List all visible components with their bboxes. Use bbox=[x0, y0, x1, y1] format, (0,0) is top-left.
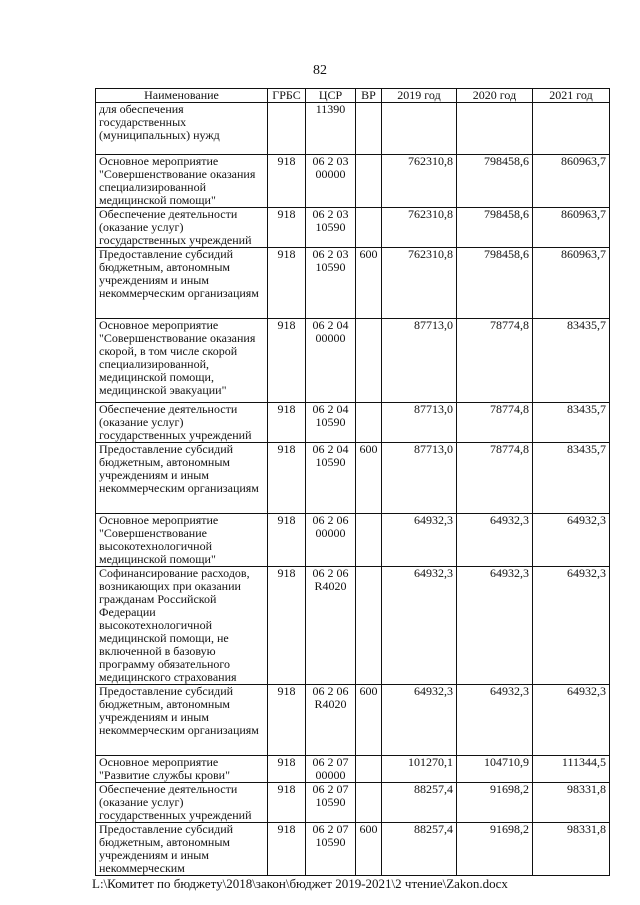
row-vr bbox=[356, 783, 382, 823]
row-name: Предоставление субсидий бюджетным, автономным учреждениям и иным некоммерческим организациям bbox=[96, 685, 268, 756]
row-2020: 64932,3 bbox=[457, 514, 533, 567]
row-2019: 64932,3 bbox=[382, 514, 457, 567]
row-name: Обеспечение деятельности (оказание услуг) государственных учреждений bbox=[96, 403, 268, 443]
row-2021: 860963,7 bbox=[533, 155, 610, 208]
table-header-row bbox=[96, 89, 610, 103]
row-csr: 06 2 07 10590 bbox=[306, 823, 356, 876]
row-2021: 98331,8 bbox=[533, 823, 610, 876]
row-2021: 64932,3 bbox=[533, 567, 610, 685]
header-vr: ВР bbox=[356, 89, 382, 103]
row-csr: 06 2 07 10590 bbox=[306, 783, 356, 823]
row-vr bbox=[356, 155, 382, 208]
row-name: Основное мероприятие "Развитие службы крови" bbox=[96, 756, 268, 783]
table-row bbox=[96, 823, 610, 876]
row-vr: 600 bbox=[356, 443, 382, 514]
table-row bbox=[96, 783, 610, 823]
row-2021: 83435,7 bbox=[533, 443, 610, 514]
row-grbs: 918 bbox=[268, 248, 306, 319]
row-2020: 64932,3 bbox=[457, 567, 533, 685]
row-vr: 600 bbox=[356, 685, 382, 756]
row-2019: 762310,8 bbox=[382, 248, 457, 319]
row-2019 bbox=[382, 103, 457, 155]
table-row bbox=[96, 443, 610, 514]
row-2021: 64932,3 bbox=[533, 514, 610, 567]
header-2019: 2019 год bbox=[382, 89, 457, 103]
row-vr bbox=[356, 208, 382, 248]
table-row bbox=[96, 514, 610, 567]
row-csr: 06 2 06 R4020 bbox=[306, 567, 356, 685]
row-2021: 98331,8 bbox=[533, 783, 610, 823]
row-2019: 88257,4 bbox=[382, 823, 457, 876]
row-grbs: 918 bbox=[268, 319, 306, 403]
table-row bbox=[96, 155, 610, 208]
row-2019: 762310,8 bbox=[382, 155, 457, 208]
row-2021: 860963,7 bbox=[533, 248, 610, 319]
table-row bbox=[96, 756, 610, 783]
header-csr: ЦСР bbox=[306, 89, 356, 103]
file-path-footer: L:\Комитет по бюджету\2018\закон\бюджет 2019-2021\2 чтение\Zakon.docx bbox=[92, 876, 508, 891]
row-csr: 06 2 06 00000 bbox=[306, 514, 356, 567]
row-csr: 06 2 03 10590 bbox=[306, 208, 356, 248]
row-2020: 104710,9 bbox=[457, 756, 533, 783]
page-number: 82 bbox=[313, 63, 327, 78]
row-2020 bbox=[457, 103, 533, 155]
header-grbs: ГРБС bbox=[268, 89, 306, 103]
row-grbs: 918 bbox=[268, 783, 306, 823]
row-2020: 78774,8 bbox=[457, 319, 533, 403]
row-2020: 78774,8 bbox=[457, 403, 533, 443]
row-name: Обеспечение деятельности (оказание услуг) государственных учреждений bbox=[96, 208, 268, 248]
row-csr: 11390 bbox=[306, 103, 356, 155]
table-row bbox=[96, 567, 610, 685]
row-csr: 06 2 03 00000 bbox=[306, 155, 356, 208]
row-2021: 111344,5 bbox=[533, 756, 610, 783]
row-2019: 64932,3 bbox=[382, 567, 457, 685]
row-2020: 64932,3 bbox=[457, 685, 533, 756]
row-grbs: 918 bbox=[268, 823, 306, 876]
row-csr: 06 2 07 00000 bbox=[306, 756, 356, 783]
table-row bbox=[96, 403, 610, 443]
row-grbs bbox=[268, 103, 306, 155]
row-2021 bbox=[533, 103, 610, 155]
table-row bbox=[96, 248, 610, 319]
row-2020: 798458,6 bbox=[457, 248, 533, 319]
row-vr: 600 bbox=[356, 248, 382, 319]
row-name: Софинансирование расходов, возникающих при оказании гражданам Российской Федерации высокотехнологичной медицинской помощи, не включенной в базовую программу обязательного медицинского страхования bbox=[96, 567, 268, 685]
row-2021: 860963,7 bbox=[533, 208, 610, 248]
row-name: для обеспечения государственных (муниципальных) нужд bbox=[96, 103, 268, 155]
row-grbs: 918 bbox=[268, 756, 306, 783]
row-2019: 64932,3 bbox=[382, 685, 457, 756]
row-2019: 762310,8 bbox=[382, 208, 457, 248]
header-2020: 2020 год bbox=[457, 89, 533, 103]
row-name: Обеспечение деятельности (оказание услуг) государственных учреждений bbox=[96, 783, 268, 823]
row-2021: 83435,7 bbox=[533, 319, 610, 403]
row-grbs: 918 bbox=[268, 567, 306, 685]
table-row bbox=[96, 319, 610, 403]
row-vr: 600 bbox=[356, 823, 382, 876]
row-2021: 83435,7 bbox=[533, 403, 610, 443]
table-row bbox=[96, 103, 610, 155]
row-name: Предоставление субсидий бюджетным, автономным учреждениям и иным некоммерческим организациям bbox=[96, 443, 268, 514]
row-csr: 06 2 06 R4020 bbox=[306, 685, 356, 756]
row-grbs: 918 bbox=[268, 155, 306, 208]
row-vr bbox=[356, 567, 382, 685]
row-name: Основное мероприятие "Совершенствование высокотехнологичной медицинской помощи" bbox=[96, 514, 268, 567]
row-vr bbox=[356, 403, 382, 443]
row-2021: 64932,3 bbox=[533, 685, 610, 756]
header-name: Наименование bbox=[96, 89, 268, 103]
row-csr: 06 2 04 10590 bbox=[306, 403, 356, 443]
row-vr bbox=[356, 103, 382, 155]
row-name: Предоставление субсидий бюджетным, автономным учреждениям и иным некоммерческим организациям bbox=[96, 248, 268, 319]
table-row bbox=[96, 208, 610, 248]
row-grbs: 918 bbox=[268, 514, 306, 567]
row-csr: 06 2 04 10590 bbox=[306, 443, 356, 514]
row-2020: 798458,6 bbox=[457, 155, 533, 208]
row-vr bbox=[356, 756, 382, 783]
table-row bbox=[96, 685, 610, 756]
row-2020: 798458,6 bbox=[457, 208, 533, 248]
row-2020: 91698,2 bbox=[457, 823, 533, 876]
budget-table bbox=[95, 88, 610, 876]
row-vr bbox=[356, 514, 382, 567]
row-2019: 88257,4 bbox=[382, 783, 457, 823]
row-grbs: 918 bbox=[268, 443, 306, 514]
row-2019: 101270,1 bbox=[382, 756, 457, 783]
row-vr bbox=[356, 319, 382, 403]
row-grbs: 918 bbox=[268, 208, 306, 248]
row-2019: 87713,0 bbox=[382, 319, 457, 403]
row-grbs: 918 bbox=[268, 685, 306, 756]
row-grbs: 918 bbox=[268, 403, 306, 443]
header-2021: 2021 год bbox=[533, 89, 610, 103]
row-csr: 06 2 04 00000 bbox=[306, 319, 356, 403]
row-name: Основное мероприятие "Совершенствование оказания специализированной медицинской помощи" bbox=[96, 155, 268, 208]
row-name: Основное мероприятие "Совершенствование оказания скорой, в том числе скорой специализированной, медицинской помощи, медицинской эвакуации" bbox=[96, 319, 268, 403]
row-csr: 06 2 03 10590 bbox=[306, 248, 356, 319]
row-2020: 91698,2 bbox=[457, 783, 533, 823]
row-2020: 78774,8 bbox=[457, 443, 533, 514]
row-2019: 87713,0 bbox=[382, 403, 457, 443]
row-name: Предоставление субсидий бюджетным, автономным учреждениям и иным некоммерческим bbox=[96, 823, 268, 876]
row-2019: 87713,0 bbox=[382, 443, 457, 514]
